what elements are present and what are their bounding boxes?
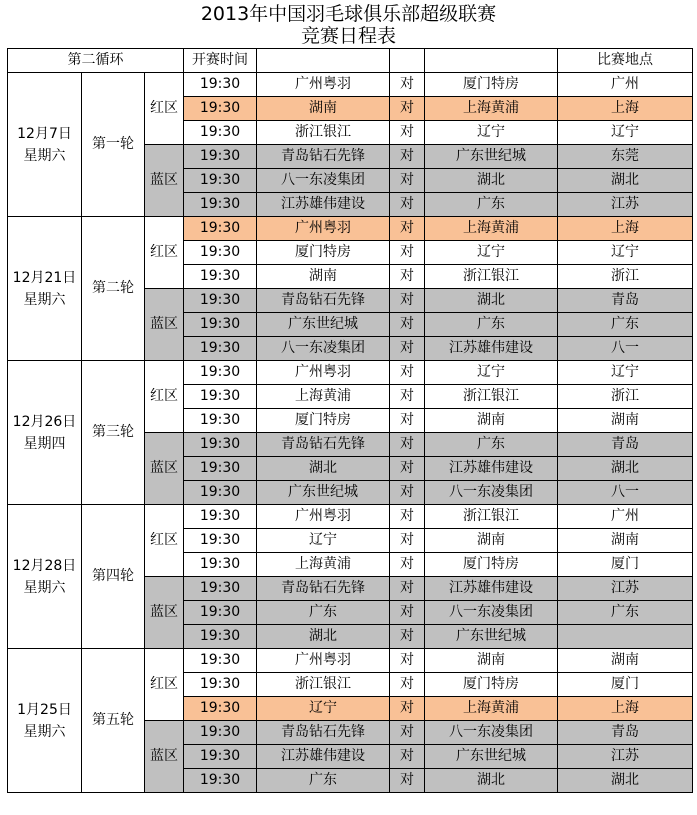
- match-home-team: 广州粤羽: [257, 73, 390, 97]
- match-row: [8, 361, 693, 385]
- match-away-team: 湖北: [425, 769, 558, 793]
- match-away-team: 广东世纪城: [425, 145, 558, 169]
- match-away-team: 上海黄浦: [425, 217, 558, 241]
- zone-red-label: 红区: [145, 73, 184, 145]
- round-date-cell: [8, 649, 82, 793]
- match-venue: 八一: [558, 481, 693, 505]
- match-vs: 对: [390, 721, 425, 745]
- match-away-team: 浙江银江: [425, 385, 558, 409]
- round-label: 第五轮: [82, 649, 145, 793]
- match-vs: 对: [390, 313, 425, 337]
- match-home-team: 青岛钻石先锋: [257, 721, 390, 745]
- match-vs: 对: [390, 697, 425, 721]
- zone-blue-label: 蓝区: [145, 289, 184, 361]
- match-vs: 对: [390, 481, 425, 505]
- match-time: 19:30: [184, 361, 257, 385]
- match-venue: 八一: [558, 337, 693, 361]
- match-vs: 对: [390, 193, 425, 217]
- schedule-table: [7, 48, 693, 793]
- round-weekday: 星期六: [23, 147, 66, 164]
- round-date-cell: [8, 73, 82, 217]
- match-home-team: 广东: [257, 601, 390, 625]
- match-home-team: 广州粤羽: [257, 649, 390, 673]
- match-home-team: 江苏雄伟建设: [257, 745, 390, 769]
- match-home-team: 上海黄浦: [257, 553, 390, 577]
- match-vs: 对: [390, 649, 425, 673]
- match-vs: 对: [390, 457, 425, 481]
- match-vs: 对: [390, 577, 425, 601]
- match-home-team: 厦门特房: [257, 409, 390, 433]
- round-date-cell: [8, 361, 82, 505]
- header-cycle: 第二循环: [8, 49, 184, 73]
- match-home-team: 青岛钻石先锋: [257, 433, 390, 457]
- match-time: 19:30: [184, 673, 257, 697]
- match-time: 19:30: [184, 409, 257, 433]
- match-time: 19:30: [184, 457, 257, 481]
- match-venue: 湖北: [558, 457, 693, 481]
- match-away-team: 八一东凌集团: [425, 601, 558, 625]
- header-blank-home: [257, 49, 390, 73]
- round-date-cell: [8, 505, 82, 649]
- match-away-team: 辽宁: [425, 361, 558, 385]
- match-time: 19:30: [184, 601, 257, 625]
- match-home-team: 广州粤羽: [257, 505, 390, 529]
- match-time: 19:30: [184, 769, 257, 793]
- match-away-team: 厦门特房: [425, 553, 558, 577]
- match-venue: 湖南: [558, 409, 693, 433]
- match-away-team: 上海黄浦: [425, 97, 558, 121]
- match-venue: 广东: [558, 313, 693, 337]
- match-away-team: 广东: [425, 193, 558, 217]
- match-away-team: 辽宁: [425, 121, 558, 145]
- zone-blue-label: 蓝区: [145, 721, 184, 793]
- match-vs: 对: [390, 553, 425, 577]
- match-away-team: 八一东凌集团: [425, 481, 558, 505]
- match-venue: 上海: [558, 697, 693, 721]
- match-row: [8, 505, 693, 529]
- match-time: 19:30: [184, 145, 257, 169]
- match-vs: 对: [390, 145, 425, 169]
- match-vs: 对: [390, 337, 425, 361]
- match-away-team: 上海黄浦: [425, 697, 558, 721]
- match-vs: 对: [390, 601, 425, 625]
- match-away-team: 江苏雄伟建设: [425, 577, 558, 601]
- round-label: 第二轮: [82, 217, 145, 361]
- match-venue: 湖南: [558, 529, 693, 553]
- match-time: 19:30: [184, 433, 257, 457]
- match-vs: 对: [390, 289, 425, 313]
- match-away-team: 广东世纪城: [425, 625, 558, 649]
- header-time: 开赛时间: [184, 49, 257, 73]
- round-date: 1月25日: [17, 701, 72, 718]
- match-venue: 青岛: [558, 721, 693, 745]
- match-away-team: 辽宁: [425, 241, 558, 265]
- match-home-team: 湖南: [257, 265, 390, 289]
- match-time: 19:30: [184, 265, 257, 289]
- header-row: [8, 49, 693, 73]
- match-venue: 广东: [558, 601, 693, 625]
- match-time: 19:30: [184, 505, 257, 529]
- match-time: 19:30: [184, 337, 257, 361]
- zone-blue-label: 蓝区: [145, 145, 184, 217]
- match-time: 19:30: [184, 481, 257, 505]
- round-label: 第三轮: [82, 361, 145, 505]
- match-venue: 湖南: [558, 649, 693, 673]
- match-home-team: 青岛钻石先锋: [257, 289, 390, 313]
- match-away-team: 湖南: [425, 529, 558, 553]
- match-home-team: 江苏雄伟建设: [257, 193, 390, 217]
- match-time: 19:30: [184, 289, 257, 313]
- zone-blue-label: 蓝区: [145, 577, 184, 649]
- match-time: 19:30: [184, 121, 257, 145]
- match-venue: 青岛: [558, 433, 693, 457]
- match-time: 19:30: [184, 241, 257, 265]
- match-venue: 上海: [558, 217, 693, 241]
- match-home-team: 湖北: [257, 625, 390, 649]
- header-venue: 比赛地点: [558, 49, 693, 73]
- zone-red-label: 红区: [145, 649, 184, 721]
- match-row: [8, 649, 693, 673]
- match-vs: 对: [390, 361, 425, 385]
- match-away-team: 湖北: [425, 169, 558, 193]
- match-vs: 对: [390, 409, 425, 433]
- round-date: 12月28日: [12, 557, 77, 574]
- zone-red-label: 红区: [145, 217, 184, 289]
- match-home-team: 辽宁: [257, 697, 390, 721]
- match-home-team: 青岛钻石先锋: [257, 145, 390, 169]
- round-label: 第四轮: [82, 505, 145, 649]
- match-home-team: 上海黄浦: [257, 385, 390, 409]
- match-time: 19:30: [184, 529, 257, 553]
- match-time: 19:30: [184, 721, 257, 745]
- match-venue: 青岛: [558, 289, 693, 313]
- match-home-team: 八一东凌集团: [257, 337, 390, 361]
- match-vs: 对: [390, 385, 425, 409]
- match-row: [8, 217, 693, 241]
- match-vs: 对: [390, 529, 425, 553]
- match-away-team: 湖南: [425, 409, 558, 433]
- header-blank-away: [425, 49, 558, 73]
- match-venue: 浙江: [558, 385, 693, 409]
- round-date-cell: [8, 217, 82, 361]
- match-home-team: 广州粤羽: [257, 217, 390, 241]
- round-weekday: 星期六: [23, 291, 66, 308]
- match-home-team: 广东: [257, 769, 390, 793]
- match-away-team: 浙江银江: [425, 505, 558, 529]
- match-time: 19:30: [184, 97, 257, 121]
- match-vs: 对: [390, 121, 425, 145]
- round-weekday: 星期六: [23, 579, 66, 596]
- match-time: 19:30: [184, 169, 257, 193]
- title-line-2: 竞赛日程表: [300, 25, 396, 47]
- match-away-team: 浙江银江: [425, 265, 558, 289]
- match-away-team: 厦门特房: [425, 73, 558, 97]
- match-vs: 对: [390, 769, 425, 793]
- match-time: 19:30: [184, 649, 257, 673]
- match-venue: 辽宁: [558, 121, 693, 145]
- round-weekday: 星期六: [23, 723, 66, 740]
- round-date: 12月26日: [12, 413, 77, 430]
- match-vs: 对: [390, 625, 425, 649]
- match-venue: 上海: [558, 97, 693, 121]
- match-away-team: 江苏雄伟建设: [425, 457, 558, 481]
- match-venue: 厦门: [558, 673, 693, 697]
- match-time: 19:30: [184, 217, 257, 241]
- match-vs: 对: [390, 433, 425, 457]
- round-date: 12月7日: [17, 125, 72, 142]
- match-vs: 对: [390, 265, 425, 289]
- match-away-team: 江苏雄伟建设: [425, 337, 558, 361]
- match-vs: 对: [390, 241, 425, 265]
- match-time: 19:30: [184, 745, 257, 769]
- match-vs: 对: [390, 745, 425, 769]
- match-home-team: 浙江银江: [257, 673, 390, 697]
- match-row: [8, 73, 693, 97]
- match-home-team: 八一东凌集团: [257, 169, 390, 193]
- match-home-team: 浙江银江: [257, 121, 390, 145]
- match-home-team: 广东世纪城: [257, 313, 390, 337]
- match-venue: 广州: [558, 73, 693, 97]
- match-home-team: 青岛钻石先锋: [257, 577, 390, 601]
- match-venue: 湖北: [558, 769, 693, 793]
- match-time: 19:30: [184, 697, 257, 721]
- match-venue: 辽宁: [558, 361, 693, 385]
- match-venue: 厦门: [558, 553, 693, 577]
- match-away-team: 广东: [425, 313, 558, 337]
- match-venue: 广州: [558, 505, 693, 529]
- match-venue: 辽宁: [558, 241, 693, 265]
- match-time: 19:30: [184, 313, 257, 337]
- match-time: 19:30: [184, 385, 257, 409]
- match-vs: 对: [390, 169, 425, 193]
- match-time: 19:30: [184, 193, 257, 217]
- match-away-team: 八一东凌集团: [425, 721, 558, 745]
- match-time: 19:30: [184, 553, 257, 577]
- match-venue: [558, 625, 693, 649]
- match-away-team: 广东世纪城: [425, 745, 558, 769]
- match-vs: 对: [390, 505, 425, 529]
- match-vs: 对: [390, 73, 425, 97]
- match-home-team: 广东世纪城: [257, 481, 390, 505]
- match-away-team: 湖南: [425, 649, 558, 673]
- match-vs: 对: [390, 97, 425, 121]
- match-home-team: 广州粤羽: [257, 361, 390, 385]
- match-away-team: 广东: [425, 433, 558, 457]
- match-time: 19:30: [184, 625, 257, 649]
- match-venue: 江苏: [558, 745, 693, 769]
- round-weekday: 星期四: [23, 435, 66, 452]
- match-venue: 东莞: [558, 145, 693, 169]
- match-time: 19:30: [184, 73, 257, 97]
- match-time: 19:30: [184, 577, 257, 601]
- match-home-team: 湖北: [257, 457, 390, 481]
- match-away-team: 厦门特房: [425, 673, 558, 697]
- match-vs: 对: [390, 673, 425, 697]
- round-label: 第一轮: [82, 73, 145, 217]
- zone-blue-label: 蓝区: [145, 433, 184, 505]
- match-venue: 浙江: [558, 265, 693, 289]
- match-venue: 湖北: [558, 169, 693, 193]
- match-vs: 对: [390, 217, 425, 241]
- match-away-team: 湖北: [425, 289, 558, 313]
- match-venue: 江苏: [558, 577, 693, 601]
- title-line-1: 2013年中国羽毛球俱乐部超级联赛: [200, 3, 497, 25]
- zone-red-label: 红区: [145, 505, 184, 577]
- match-home-team: 厦门特房: [257, 241, 390, 265]
- zone-red-label: 红区: [145, 361, 184, 433]
- match-home-team: 辽宁: [257, 529, 390, 553]
- header-blank-vs: [390, 49, 425, 73]
- round-date: 12月21日: [12, 269, 77, 286]
- match-venue: 江苏: [558, 193, 693, 217]
- match-home-team: 湖南: [257, 97, 390, 121]
